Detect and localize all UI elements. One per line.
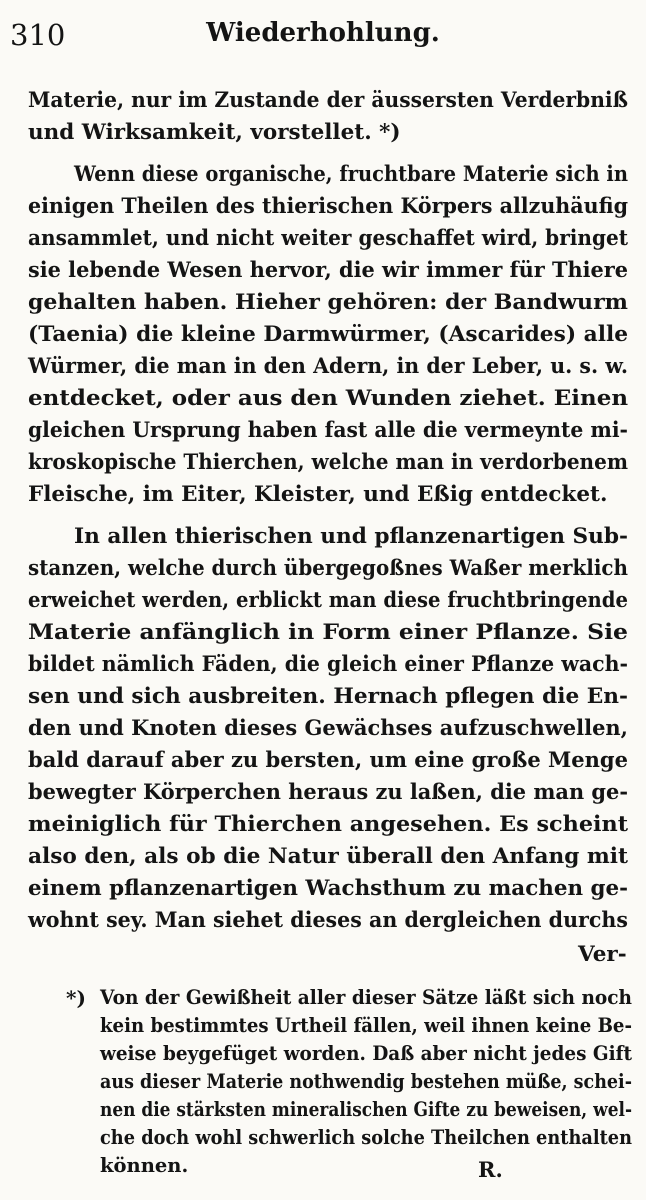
body-line (0, 226, 646, 258)
body-line-text: gehalten haben. Hieher gehören: der Bandwurm (28, 290, 628, 315)
body-line-text: bildet nämlich Fäden, die gleich einer Pflanze wach- (28, 652, 628, 677)
body-line-text: Wenn diese organische, fruchtbare Materie sich in (74, 162, 629, 187)
body-line-text: Fleische, im Eiter, Kleister, und Eßig entdecket. (28, 482, 608, 507)
body-line (0, 908, 646, 940)
body-line (0, 482, 646, 514)
body-line (0, 684, 646, 716)
body-line (0, 588, 646, 620)
body-line-text: Materie anfänglich in Form einer Pflanze. Sie (28, 620, 628, 645)
body-line-text: kroskopische Thierchen, welche man in verdorbenem (28, 450, 628, 475)
page-number: 310 (10, 18, 66, 52)
body-line-text: bald darauf aber zu bersten, um eine große Menge (28, 748, 628, 773)
body-line-text: den und Knoten dieses Gewächses aufzuschwellen, (28, 716, 628, 741)
body-line-text: bewegter Körperchen heraus zu laßen, die man ge- (28, 780, 629, 805)
body-line (0, 780, 646, 812)
body-line (0, 258, 646, 290)
body-line-text: sie lebende Wesen hervor, die wir immer für Thiere (28, 258, 628, 283)
body-line-text: In allen thierischen und pflanzenartigen Sub- (74, 524, 629, 549)
footnote-line-text: kein bestimmtes Urtheil fällen, weil ihnen keine Be- (100, 1014, 632, 1037)
body-line (0, 386, 646, 418)
body-line-text: ansammlet, und nicht weiter geschaffet wird, bringet (28, 226, 629, 251)
body-line-text: (Taenia) die kleine Darmwürmer, (Ascarides) alle (28, 322, 629, 347)
body-line (0, 322, 646, 354)
body-line (0, 524, 646, 556)
body-line (0, 88, 646, 120)
footnote-line-text: Von der Gewißheit aller dieser Sätze läßt sich noch (100, 986, 633, 1009)
catchword-line (0, 942, 646, 974)
body-line (0, 620, 646, 652)
running-title: Wiederhohlung. (206, 18, 440, 48)
footnote-line-text: weise beygefüget worden. Daß aber nicht jedes Gift (100, 1042, 633, 1065)
body-line-text: sen und sich ausbreiten. Hernach pflegen die En- (28, 684, 628, 709)
body-line-text: stanzen, welche durch übergegoßnes Waßer merklich (28, 556, 628, 581)
body-line (0, 354, 646, 386)
footnote-line-text: aus dieser Materie nothwendig bestehen müße, schei- (100, 1070, 632, 1093)
body-line (0, 556, 646, 588)
body-line (0, 812, 646, 844)
body-line (0, 418, 646, 450)
body-line-text: erweichet werden, erblickt man diese fruchtbringende (28, 588, 628, 613)
body-line-text: meiniglich für Thierchen angesehen. Es scheint (28, 812, 629, 837)
body-line (0, 716, 646, 748)
body-line (0, 844, 646, 876)
body-line-text: also den, als ob die Natur überall den Anfang mit (28, 844, 629, 869)
footnote-line-text: che doch wohl schwerlich solche Theilchen enthalten (100, 1126, 632, 1149)
footnote-line-text: können. (100, 1154, 189, 1177)
body-line-text: einigen Theilen des thierischen Körpers allzuhäufig (28, 194, 628, 219)
body-line-text: und Wirksamkeit, vorstellet. *) (28, 120, 401, 145)
footnote-marker: *) (66, 986, 86, 1010)
body-line (0, 652, 646, 684)
body-line (0, 194, 646, 226)
body-line-text: wohnt sey. Man siehet dieses an dergleichen durchs (28, 908, 628, 933)
footnote-signature: R. (478, 1157, 503, 1182)
catchword: Ver- (578, 942, 627, 967)
body-line-text: Würmer, die man in den Adern, in der Leber, u. s. w. (28, 354, 629, 379)
body-line (0, 290, 646, 322)
body-line-text: einem pflanzenartigen Wachsthum zu machen ge- (28, 876, 629, 901)
body-line (0, 876, 646, 908)
body-line-text: gleichen Ursprung haben fast alle die vermeynte mi- (28, 418, 628, 443)
body-line (0, 748, 646, 780)
body-line-text: entdecket, oder aus den Wunden ziehet. Einen (28, 386, 629, 411)
body-line (0, 450, 646, 482)
body-line (0, 162, 646, 194)
body-line (0, 120, 646, 152)
footnote-line-text: nen die stärksten mineralischen Gifte zu beweisen, wel- (100, 1098, 632, 1121)
footnote-line (0, 1154, 646, 1186)
body-line-text: Materie, nur im Zustande der äussersten Verderbniß (28, 88, 628, 113)
